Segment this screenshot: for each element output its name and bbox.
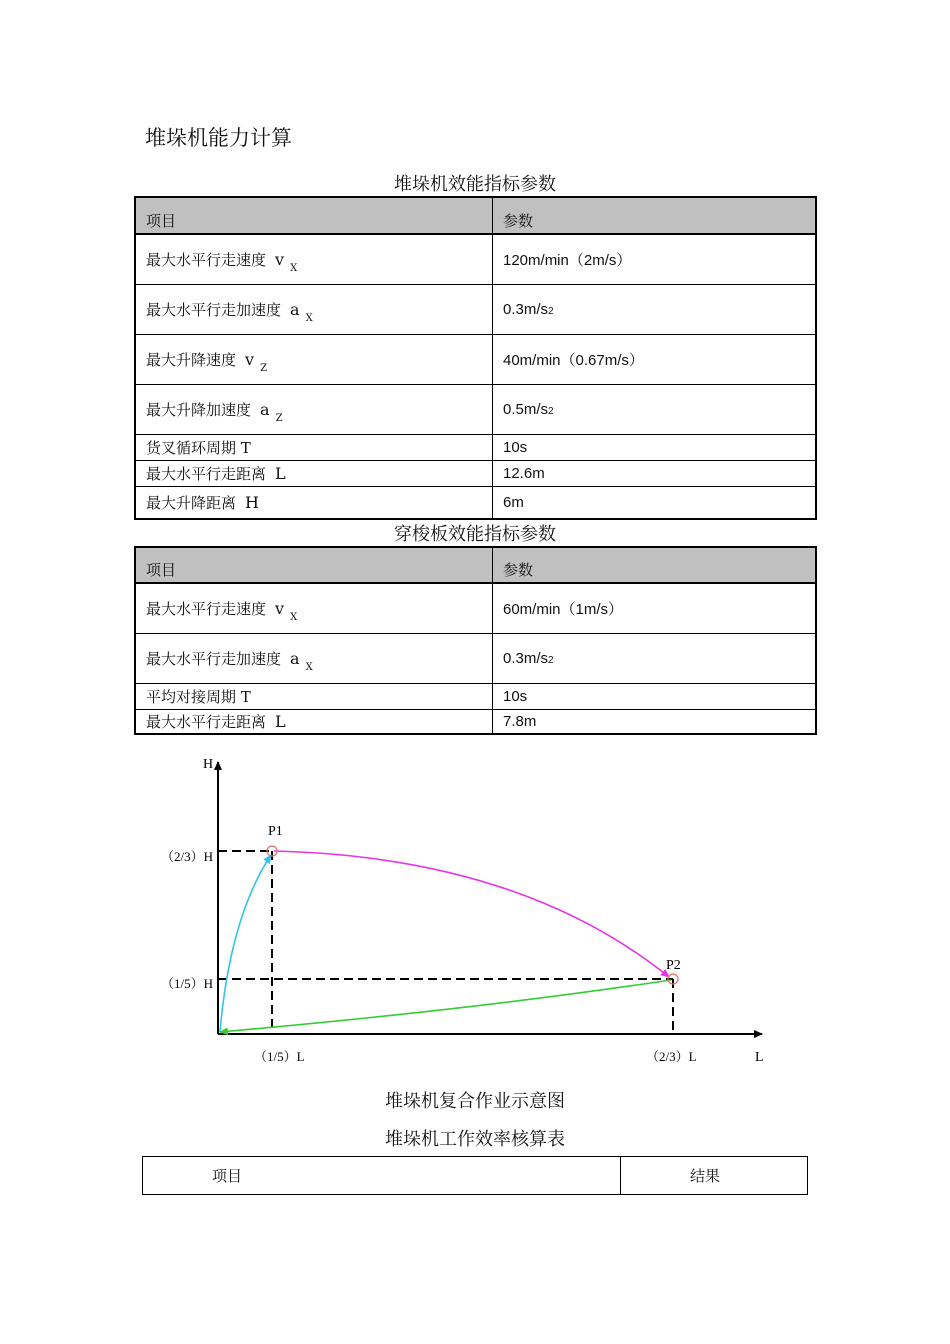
table-row: [135, 460, 816, 486]
table-row: [135, 384, 816, 434]
shuttle-params-table: [134, 546, 817, 735]
table-row: [135, 284, 816, 334]
header-result: 结果: [621, 1157, 808, 1195]
table-row: [135, 434, 816, 460]
table-row: [135, 486, 816, 519]
row-label: 最大水平行走速度 v $_X$: [135, 234, 493, 284]
p1-label: P1: [268, 824, 283, 839]
efficiency-table-caption: 堆垛机工作效率核算表: [385, 1129, 565, 1150]
y-axis-label: H: [203, 757, 214, 772]
row-label: 最大升降加速度 a $_Z$: [135, 384, 493, 434]
shuttle-table-caption: 穿梭板效能指标参数: [394, 524, 556, 545]
header-item: 项目: [143, 1157, 621, 1195]
table-header-row: [143, 1157, 808, 1195]
efficiency-table: [142, 1156, 808, 1195]
stacker-params-table: [134, 196, 817, 520]
row-value: 10s: [493, 683, 817, 709]
header-param: 参数: [493, 197, 817, 234]
row-label: 货叉循环周期 T: [135, 434, 493, 460]
row-label: 最大水平行走加速度 a $_X$: [135, 284, 493, 334]
row-value: 120m/min（2m/s）: [493, 234, 817, 284]
table-header-row: [135, 197, 816, 234]
table-row: [135, 234, 816, 284]
row-label: 平均对接周期 T: [135, 683, 493, 709]
header-param: 参数: [493, 547, 817, 583]
row-value: 7.8m: [493, 709, 817, 734]
stacker-operation-diagram: [150, 752, 780, 1072]
transfer-path: [274, 851, 669, 977]
y-tick-high: （2/3）H: [160, 849, 213, 864]
stacker-table-caption: 堆垛机效能指标参数: [394, 174, 556, 195]
row-label: 最大水平行走加速度 a $_X$: [135, 633, 493, 683]
row-label: 最大水平行走速度 v $_X$: [135, 583, 493, 633]
diagram-caption: 堆垛机复合作业示意图: [385, 1091, 565, 1112]
row-value: 40m/min（0.67m/s）: [493, 334, 817, 384]
row-value: 6m: [493, 486, 817, 519]
table-row: [135, 683, 816, 709]
table-row: [135, 583, 816, 633]
return-path: [220, 980, 671, 1032]
row-label: 最大水平行走距离 L: [135, 709, 493, 734]
row-label: 最大升降距离 H: [135, 486, 493, 519]
lift-path: [220, 855, 271, 1032]
row-value: 12.6m: [493, 460, 817, 486]
table-row: [135, 334, 816, 384]
header-item: 项目: [135, 547, 493, 583]
row-value: 10s: [493, 434, 817, 460]
x-axis-label: L: [755, 1050, 764, 1065]
table-header-row: [135, 547, 816, 583]
row-value: 0.3m/s2: [493, 633, 817, 683]
row-value: 60m/min（1m/s）: [493, 583, 817, 633]
table-row: [135, 633, 816, 683]
y-tick-low: （1/5）H: [160, 976, 213, 991]
row-value: 0.5m/s2: [493, 384, 817, 434]
row-label: 最大升降速度 v $_Z$: [135, 334, 493, 384]
x-tick-near: （1/5）L: [254, 1049, 305, 1064]
p2-label: P2: [666, 958, 681, 973]
row-label: 最大水平行走距离 L: [135, 460, 493, 486]
row-value: 0.3m/s2: [493, 284, 817, 334]
page-title: 堆垛机能力计算: [145, 126, 292, 150]
x-tick-far: （2/3）L: [646, 1049, 697, 1064]
table-row: [135, 709, 816, 734]
header-item: 项目: [135, 197, 493, 234]
